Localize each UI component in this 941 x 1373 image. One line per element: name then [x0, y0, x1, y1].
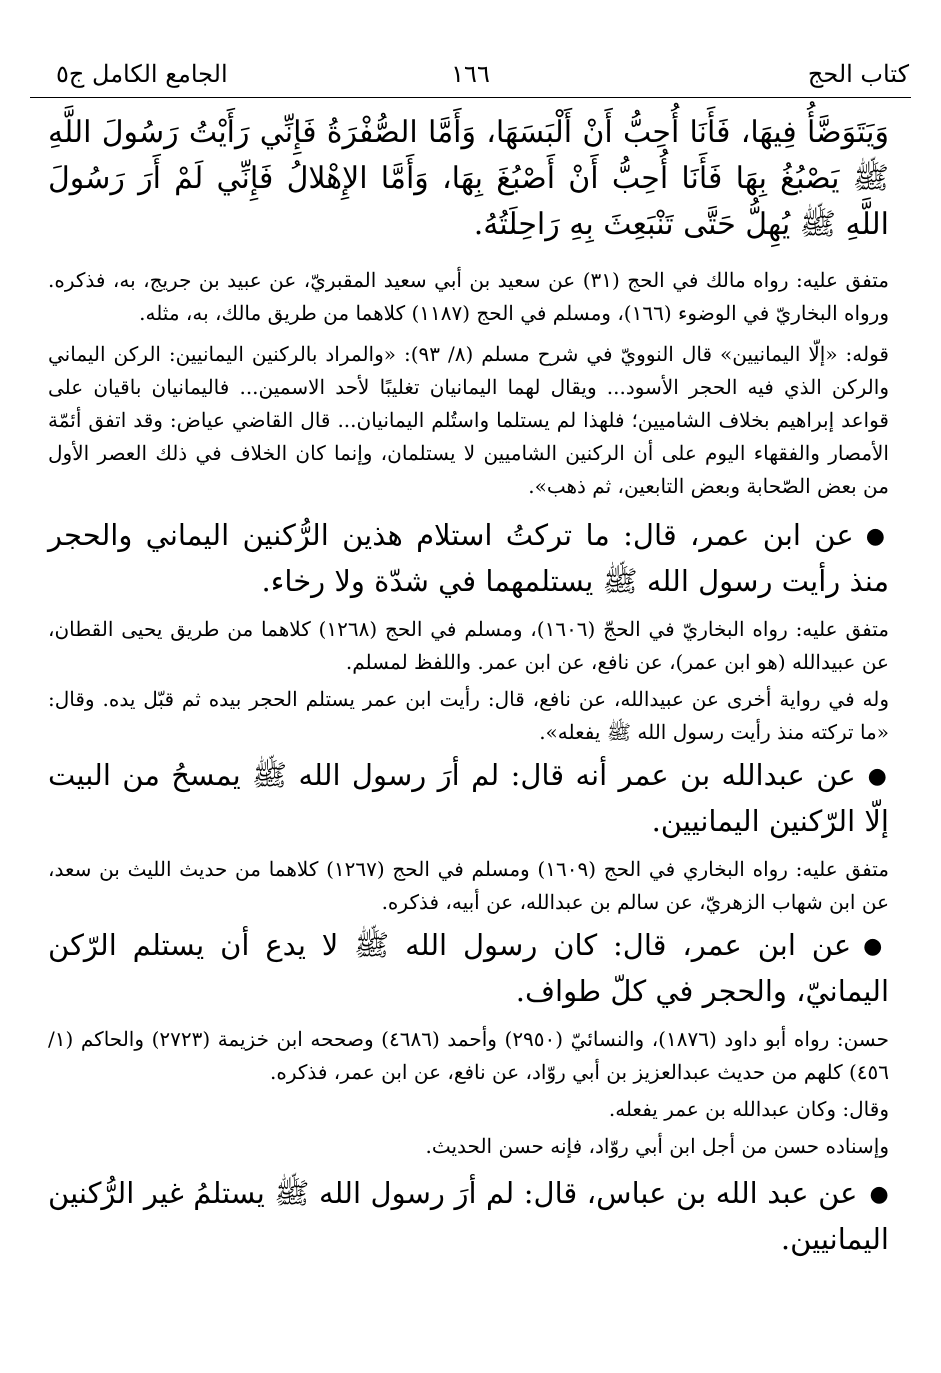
takhrij-note: متفق عليه: رواه مالك في الحج (٣١) عن سعيد بن أبي سعيد المقبريّ، عن عبيد بن جريج، به، فذكره. ورواه البخاريّ في الوضوء (١٦٦)، ومسلم في الحج (١١٨٧) كلاهما من طريق مالك، به، مثله.	[48, 268, 890, 325]
page-number: ١٦٦	[451, 60, 490, 88]
isnad-grading-note: وإسناده حسن من أجل ابن أبي روّاد، فإنه حسن الحديث.	[425, 1134, 889, 1158]
hadith-text: عن ابن عمر، قال: ما تركتُ استلام هذين الرُّكنين اليماني والحجر منذ رأيت رسول الله ﷺ يستلمهما في شدّة ولا رخاء.	[48, 518, 889, 598]
hadith-paragraph	[48, 1171, 889, 1261]
hadith-paragraph	[48, 753, 889, 843]
bullet-icon: ●	[863, 934, 889, 959]
page-header	[30, 56, 911, 96]
takhrij-note: متفق عليه: رواه البخاري في الحج (١٦٠٩) ومسلم في الحج (١٢٦٧) كلاهما من حديث الليث بن سعد، عن ابن شهاب الزهريّ، عن سالم بن عبدالله، عن أبيه، فذكره.	[48, 857, 889, 914]
bullet-icon: ●	[869, 1182, 889, 1207]
header-rule	[30, 97, 911, 98]
page-body	[48, 110, 889, 1261]
commentary-note: قوله: «إلّا اليمانيين» قال النوويّ في شرح مسلم (٨/ ٩٣): «والمراد بالركنين اليمانيين: الركن اليماني والركن الذي فيه الحجر الأسود... ويقال لهما اليمانيان تغليبًا لأحد الاسمين... فاليمانيان باقيان على قواعد إبراهيم بخلاف الشاميين؛ فلهذا لم يستلما واستُلم اليمانيان... قال القاضي عياض: وقد اتفق أئمّة الأمصار والفقهاء اليوم على أن الركنين الشاميين لا يستلمان، وإنما كان الخلاف في ذلك العصر الأول من بعض الصّحابة وبعض التابعين، ثم ذهب».	[48, 342, 889, 498]
running-header-title: الجامع الكامل ج٥	[56, 60, 228, 88]
riwaya-note: وقال: وكان عبدالله بن عمر يفعله.	[608, 1097, 889, 1121]
hadith-paragraph	[48, 923, 889, 1013]
riwaya-note: وله في رواية أخرى عن عبيدالله، عن نافع، قال: رأيت ابن عمر يستلم الحجر بيده ثم قبّل يده. وقال: «ما تركته منذ رأيت رسول الله ﷺ يفعله».	[48, 687, 889, 744]
bullet-icon: ●	[865, 524, 889, 549]
hadith-text: عن عبدالله بن عمر أنه قال: لم أرَ رسول الله ﷺ يمسحُ من البيت إلّا الرّكنين اليمانيين.	[48, 758, 889, 838]
hadith-paragraph	[48, 513, 889, 603]
takhrij-note: متفق عليه: رواه البخاريّ في الحجّ (١٦٠٦)، ومسلم في الحج (١٢٦٨) كلاهما من طريق يحيى القطان، عن عبيدالله (هو ابن عمر)، عن نافع، عن ابن عمر. واللفظ لمسلم.	[48, 617, 889, 674]
hadith-text: عن عبد الله بن عباس، قال: لم أرَ رسول الله ﷺ يستلمُ غير الرُّكنين اليمانيين.	[48, 1176, 889, 1256]
bullet-icon: ●	[867, 764, 889, 789]
hadith-continuation: وَيَتَوَضَّأُ فِيهَا، فَأَنَا أُحِبُّ أَنْ أَلْبَسَهَا، وَأَمَّا الصُّفْرَةُ فَإِنِّي رَأَيْتُ رَسُولَ اللَّهِ ﷺ يَصْبُغُ بِهَا فَأَنَا أُحِبُّ أَنْ أَصْبُغَ بِهَا، وَأَمَّا الإِهْلالُ فَإِنِّي لَمْ أَرَ رَسُولَ اللَّهِ ﷺ يُهِلُّ حَتَّى تَنْبَعِثَ بِهِ رَاحِلَتُهُ.	[48, 115, 889, 242]
takhrij-note: حسن: رواه أبو داود (١٨٧٦)، والنسائيّ (٢٩٥٠) وأحمد (٤٦٨٦) وصححه ابن خزيمة (٢٧٢٣) والحاكم (١/ ٤٥٦) كلهم من حديث عبدالعزيز بن أبي روّاد، عن نافع، عن ابن عمر، فذكره.	[48, 1027, 889, 1084]
running-header-section: كتاب الحج	[807, 60, 909, 88]
hadith-text: عن ابن عمر، قال: كان رسول الله ﷺ لا يدع أن يستلم الرّكن اليمانيّ، والحجر في كلّ طواف.	[48, 928, 889, 1008]
